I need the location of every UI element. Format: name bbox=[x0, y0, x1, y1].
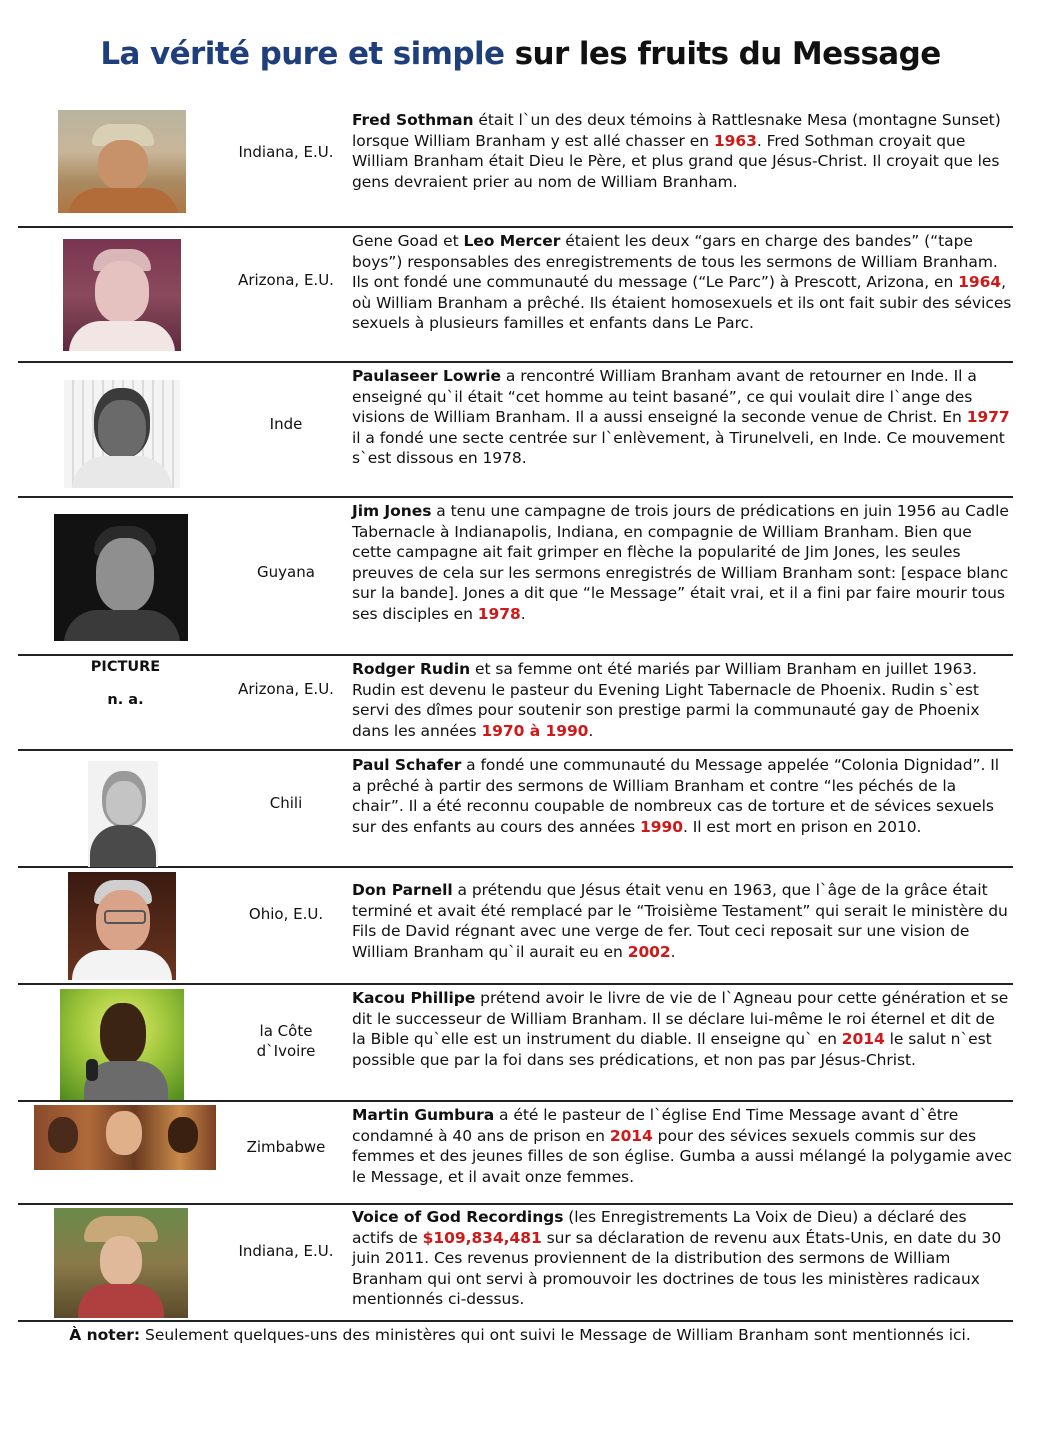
description-text: . bbox=[520, 604, 526, 623]
year-highlight: 1963 bbox=[713, 131, 757, 150]
location: Indiana, E.U. bbox=[238, 143, 334, 161]
location: Inde bbox=[269, 415, 303, 433]
portrait-photo bbox=[34, 1105, 216, 1170]
description-text: . bbox=[670, 942, 676, 961]
location: Arizona, E.U. bbox=[238, 271, 334, 289]
description-text: étaient les deux “gars en charge des bandes” (“tape boys”) responsables des enregistrements de tous les sermons de William Branham. Ils ont fondé une communauté du message (“Le Parc”) à Prescott, Arizona, en bbox=[352, 232, 998, 292]
portrait-photo bbox=[60, 989, 184, 1100]
footnote-text: Seulement quelques-uns des ministères qui ont suivi le Message de William Branham sont mentionnés ici. bbox=[140, 1326, 971, 1344]
portrait-photo bbox=[54, 514, 188, 641]
description-text: sur sa déclaration de revenu aux États-Unis, en date du 30 juin 2011. Ces revenus proviennent de la distribution des sermons de William Branham qui ont servi à promouvoir les doctrines de tous les ministères radicaux mentionnés ci-dessus. bbox=[352, 1228, 1002, 1309]
table-row bbox=[18, 228, 1013, 363]
description-text: . Il est mort en prison en 2010. bbox=[683, 817, 922, 836]
year-highlight: 2002 bbox=[627, 942, 671, 961]
description-text: a tenu une campagne de trois jours de prédications en juin 1956 au Cadle Tabernacle à Indianapolis, Indiana, en compagnie de William Branham. Bien que cette campagne ait fait grimper en flèche la popularité de Jim Jones, les seules preuves de cela sur les sermons enregistrés de William Branham sont: [espace blanc sur la bande]. Jones a dit que “le Message” était vrai, et il a fini par faire mourir tous ses disciples en bbox=[352, 502, 1009, 623]
title-part-black: sur les fruits du Message bbox=[514, 36, 941, 72]
location: la Côte d`Ivoire bbox=[256, 1022, 316, 1060]
table-row bbox=[18, 498, 1013, 656]
description bbox=[352, 366, 1012, 469]
location: Chili bbox=[269, 794, 303, 812]
year-highlight: 1978 bbox=[477, 604, 521, 623]
picture-na-label: n. a. bbox=[107, 692, 144, 708]
description-text: (les Enregistrements La Voix de Dieu) a déclaré des actifs de bbox=[352, 1208, 967, 1247]
year-highlight: 2014 bbox=[841, 1030, 885, 1049]
portrait-photo bbox=[64, 380, 180, 488]
location: Ohio, E.U. bbox=[248, 905, 324, 923]
description bbox=[352, 659, 1012, 741]
portrait-photo bbox=[68, 872, 176, 980]
person-name: Paulaseer Lowrie bbox=[352, 367, 502, 385]
description bbox=[352, 880, 1012, 962]
table-row bbox=[18, 868, 1013, 985]
table-row bbox=[18, 363, 1013, 498]
description-text: . Fred Sothman croyait que William Branham était Dieu le Père, et plus grand que Jésus-Christ. Il croyait que les gens devraient prier au nom de William Branham. bbox=[352, 131, 1000, 191]
description-text: a fondé une communauté du Message appelée “Colonia Dignidad”. Il a prêché à partir des sermons de William Branham et contre “les péchés de la chair”. Il a été reconnu coupable de nombreux cas de torture et de sévices sexuels sur des enfants au cours des années bbox=[352, 756, 1000, 836]
footnote-label: À noter: bbox=[69, 1326, 141, 1344]
description-text: a rencontré William Branham avant de retourner en Inde. Il a enseigné qu`il était “cet homme au teint basané”, ce qui voulait dire l`ange des visions de William Branham. Il a aussi enseigné la seconde venue de Christ. En bbox=[352, 367, 977, 427]
description-text: a prétendu que Jésus était venu en 1963, que l`âge de la grâce était terminé et avait été remplacé par le “Troisième Testament” qui serait le ministère du Fils de David régnant avec une verge de fer. Tout ceci reposait sur une vision de William Branham qu`il aurait eu en bbox=[352, 881, 1008, 961]
portrait-photo bbox=[88, 761, 158, 867]
footnote bbox=[40, 1325, 1000, 1346]
table-row bbox=[18, 656, 1013, 751]
description bbox=[352, 1207, 1012, 1310]
ministries-table bbox=[18, 106, 1013, 1322]
description bbox=[352, 501, 1012, 625]
table-row bbox=[18, 106, 1013, 228]
description-text: était l`un des deux témoins à Rattlesnake Mesa (montagne Sunset) lorsque William Branham y est allé chasser en bbox=[352, 111, 1001, 150]
description-text: , où William Branham a prêché. Ils étaient homosexuels et ils ont fait subir des sévices sexuels à plusieurs familles et enfants dans Le Parc. bbox=[352, 273, 1012, 333]
description-text: le salut n`est possible que par la foi dans ses prédications, et non pas par Jésus-Christ. bbox=[352, 1030, 992, 1069]
description-text: . bbox=[588, 721, 594, 740]
location: Zimbabwe bbox=[246, 1138, 326, 1156]
description-text: pour des sévices sexuels commis sur des femmes et des jeunes filles de son église. Gumba a aussi mélangé la polygamie avec le Message, et il avait onze femmes. bbox=[352, 1126, 1012, 1186]
description-text: il a fondé une secte centrée sur l`enlèvement, à Tirunelveli, en Inde. Ce mouvement s`est dissous en 1978. bbox=[352, 428, 1005, 468]
description-text: a été le pasteur de l`église End Time Message avant d`être condamné à 40 ans de prison en bbox=[352, 1106, 959, 1145]
description bbox=[352, 755, 1012, 837]
title-part-blue: La vérité pure et simple bbox=[100, 36, 505, 72]
person-name: Kacou Phillipe bbox=[352, 989, 476, 1007]
year-highlight: 1990 bbox=[640, 817, 683, 836]
person-name: Don Parnell bbox=[352, 881, 453, 899]
amount-highlight: $109,834,481 bbox=[422, 1228, 542, 1247]
location: Guyana bbox=[257, 563, 315, 581]
person-name: Martin Gumbura bbox=[352, 1106, 495, 1124]
year-highlight: 2014 bbox=[609, 1126, 653, 1145]
person-name: Rodger Rudin bbox=[352, 660, 471, 678]
location: Indiana, E.U. bbox=[238, 1242, 334, 1260]
table-row bbox=[18, 985, 1013, 1102]
person-name: Paul Schafer bbox=[352, 756, 462, 774]
description bbox=[352, 988, 1012, 1070]
location: Arizona, E.U. bbox=[238, 680, 334, 698]
description-text: Gene Goad et bbox=[352, 232, 464, 250]
table-row bbox=[18, 751, 1013, 868]
table-row bbox=[18, 1102, 1013, 1205]
description bbox=[352, 1105, 1012, 1187]
portrait-photo bbox=[63, 239, 181, 351]
description-text: et sa femme ont été mariés par William Branham en juillet 1963. Rudin est devenu le pasteur du Evening Light Tabernacle de Phoenix. Rudin s`est servi des dîmes pour soutenir son prestige parmi la communauté gay de Phoenix dans les années bbox=[352, 660, 980, 740]
person-name: Leo Mercer bbox=[463, 232, 561, 250]
table-row bbox=[18, 1205, 1013, 1322]
description-text: prétend avoir le livre de vie de l`Agneau pour cette génération et se dit le successeur de William Branham. Il se déclare lui-même le roi éternel et dit de la Bible qu`elle est un instrument du diable. Il enseigne qu` en bbox=[352, 989, 1009, 1049]
person-name: Fred Sothman bbox=[352, 111, 474, 129]
person-name: Jim Jones bbox=[352, 502, 432, 520]
page-title bbox=[0, 36, 1041, 72]
description bbox=[352, 110, 1012, 192]
portrait-photo bbox=[54, 1208, 188, 1318]
picture-na-label: PICTURE bbox=[90, 659, 161, 675]
year-highlight: 1970 à 1990 bbox=[481, 721, 589, 740]
description bbox=[352, 231, 1012, 334]
portrait-photo bbox=[58, 110, 186, 213]
year-highlight: 1964 bbox=[958, 273, 1002, 292]
person-name: Voice of God Recordings bbox=[352, 1208, 564, 1226]
year-highlight: 1977 bbox=[966, 408, 1010, 427]
